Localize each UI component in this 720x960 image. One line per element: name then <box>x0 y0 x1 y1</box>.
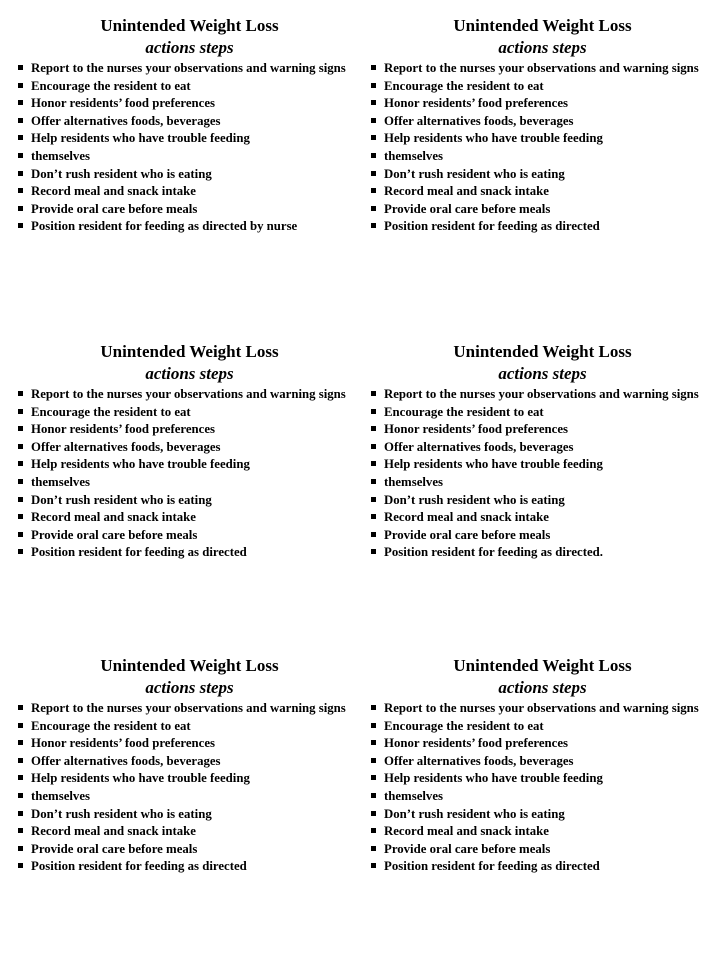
list-item <box>370 770 715 788</box>
list-item <box>17 130 362 148</box>
list-item <box>17 858 362 876</box>
list-item <box>370 218 715 236</box>
bullet-icon <box>18 409 23 414</box>
handout-card <box>370 341 715 562</box>
bullet-icon <box>371 153 376 158</box>
list-item-text: Don’t rush resident who is eating <box>384 166 565 181</box>
list-item <box>370 492 715 510</box>
list-item <box>370 753 715 771</box>
list-item <box>370 183 715 201</box>
list-item-text: Position resident for feeding as directed. <box>384 545 603 560</box>
list-item <box>17 386 362 404</box>
bullet-icon <box>18 740 23 745</box>
list-item <box>370 201 715 219</box>
list-item-text: themselves <box>31 148 90 163</box>
bullet-icon <box>371 828 376 833</box>
list-item <box>370 700 715 718</box>
handout-card <box>370 15 715 236</box>
list-item <box>17 770 362 788</box>
bullet-icon <box>371 705 376 710</box>
bullet-icon <box>18 444 23 449</box>
bullet-icon <box>371 426 376 431</box>
list-item-text: Don’t rush resident who is eating <box>31 806 212 821</box>
list-item-text: Offer alternatives foods, beverages <box>31 113 221 128</box>
card-title: Unintended Weight Loss <box>100 656 279 675</box>
list-item-text: Provide oral care before meals <box>31 527 198 542</box>
list-item <box>370 858 715 876</box>
list-item <box>17 492 362 510</box>
list-item <box>17 183 362 201</box>
list-item-text: Position resident for feeding as directed <box>384 219 600 234</box>
bullet-icon <box>18 828 23 833</box>
action-list <box>370 700 715 876</box>
list-item-text: Don’t rush resident who is eating <box>384 492 565 507</box>
card-subtitle: actions steps <box>145 38 234 57</box>
list-item-text: Provide oral care before meals <box>31 201 198 216</box>
list-item-text: Report to the nurses your observations and warning signs <box>384 387 699 401</box>
list-item-text: Offer alternatives foods, beverages <box>384 753 574 768</box>
list-item <box>17 735 362 753</box>
list-item-text: themselves <box>384 788 443 803</box>
list-item <box>17 439 362 457</box>
list-item <box>370 474 715 492</box>
list-item <box>17 700 362 718</box>
list-item-text: Encourage the resident to eat <box>31 404 191 419</box>
list-item-text: themselves <box>384 474 443 489</box>
bullet-icon <box>18 188 23 193</box>
bullet-icon <box>18 65 23 70</box>
list-item-text: Honor residents’ food preferences <box>31 422 215 437</box>
list-item-text: Record meal and snack intake <box>384 824 549 839</box>
list-item-text: Encourage the resident to eat <box>31 78 191 93</box>
list-item-text: Record meal and snack intake <box>31 824 196 839</box>
bullet-icon <box>18 793 23 798</box>
bullet-icon <box>18 775 23 780</box>
bullet-icon <box>371 409 376 414</box>
list-item-text: Report to the nurses your observations and warning signs <box>31 387 346 401</box>
bullet-icon <box>371 444 376 449</box>
handout-card <box>17 655 362 876</box>
list-item-text: Report to the nurses your observations and warning signs <box>384 701 699 715</box>
card-title: Unintended Weight Loss <box>100 16 279 35</box>
handout-card <box>17 15 362 236</box>
list-item <box>370 544 715 562</box>
list-item-text: Provide oral care before meals <box>31 841 198 856</box>
list-item-text: Offer alternatives foods, beverages <box>384 439 574 454</box>
list-item <box>17 456 362 474</box>
list-item <box>370 841 715 859</box>
bullet-icon <box>371 793 376 798</box>
list-item-text: Record meal and snack intake <box>31 510 196 525</box>
list-item-text: Encourage the resident to eat <box>384 718 544 733</box>
bullet-icon <box>371 223 376 228</box>
card-subtitle: actions steps <box>498 678 587 697</box>
bullet-icon <box>371 846 376 851</box>
card-title: Unintended Weight Loss <box>453 342 632 361</box>
list-item-text: Report to the nurses your observations and warning signs <box>384 61 699 75</box>
list-item-text: Position resident for feeding as directed <box>384 859 600 874</box>
list-item <box>17 60 362 78</box>
list-item <box>17 201 362 219</box>
list-item <box>17 421 362 439</box>
list-item-text: Encourage the resident to eat <box>31 718 191 733</box>
list-item <box>17 474 362 492</box>
list-item-text: Encourage the resident to eat <box>384 78 544 93</box>
list-item <box>17 527 362 545</box>
list-item <box>17 78 362 96</box>
bullet-icon <box>371 514 376 519</box>
handout-card <box>370 655 715 876</box>
action-list <box>17 700 362 876</box>
list-item-text: Record meal and snack intake <box>384 184 549 199</box>
bullet-icon <box>18 514 23 519</box>
list-item <box>17 788 362 806</box>
list-item <box>370 386 715 404</box>
list-item-text: Provide oral care before meals <box>384 527 551 542</box>
action-list <box>17 60 362 236</box>
list-item-text: Help residents who have trouble feeding <box>31 457 250 472</box>
list-item <box>17 218 362 236</box>
bullet-icon <box>18 153 23 158</box>
handout-card <box>17 341 362 562</box>
list-item <box>17 113 362 131</box>
bullet-icon <box>18 100 23 105</box>
action-list <box>370 60 715 236</box>
card-subtitle: actions steps <box>145 678 234 697</box>
list-item-text: Position resident for feeding as directed <box>31 545 247 560</box>
list-item-text: Offer alternatives foods, beverages <box>31 753 221 768</box>
list-item-text: Provide oral care before meals <box>384 841 551 856</box>
list-item-text: Position resident for feeding as directed by nurse <box>31 219 298 234</box>
list-item <box>370 130 715 148</box>
bullet-icon <box>371 461 376 466</box>
list-item <box>370 456 715 474</box>
bullet-icon <box>371 171 376 176</box>
list-item-text: Help residents who have trouble feeding <box>384 771 603 786</box>
bullet-icon <box>18 83 23 88</box>
list-item <box>17 841 362 859</box>
bullet-icon <box>18 549 23 554</box>
list-item-text: Help residents who have trouble feeding <box>384 457 603 472</box>
bullet-icon <box>18 206 23 211</box>
list-item-text: Help residents who have trouble feeding <box>31 771 250 786</box>
list-item-text: Don’t rush resident who is eating <box>31 166 212 181</box>
list-item-text: Position resident for feeding as directed <box>31 859 247 874</box>
bullet-icon <box>18 758 23 763</box>
bullet-icon <box>18 118 23 123</box>
bullet-icon <box>371 100 376 105</box>
bullet-icon <box>371 391 376 396</box>
action-list <box>370 386 715 562</box>
bullet-icon <box>18 391 23 396</box>
list-item <box>17 806 362 824</box>
bullet-icon <box>18 479 23 484</box>
bullet-icon <box>371 206 376 211</box>
list-item <box>370 113 715 131</box>
list-item-text: Provide oral care before meals <box>384 201 551 216</box>
bullet-icon <box>18 461 23 466</box>
list-item <box>370 735 715 753</box>
bullet-icon <box>18 171 23 176</box>
list-item <box>17 823 362 841</box>
list-item <box>17 95 362 113</box>
list-item-text: Honor residents’ food preferences <box>384 96 568 111</box>
card-title: Unintended Weight Loss <box>100 342 279 361</box>
bullet-icon <box>371 723 376 728</box>
bullet-icon <box>371 811 376 816</box>
bullet-icon <box>371 188 376 193</box>
card-title: Unintended Weight Loss <box>453 16 632 35</box>
bullet-icon <box>371 532 376 537</box>
list-item <box>17 166 362 184</box>
list-item <box>17 544 362 562</box>
bullet-icon <box>371 758 376 763</box>
card-subtitle: actions steps <box>145 364 234 383</box>
bullet-icon <box>371 135 376 140</box>
bullet-icon <box>371 65 376 70</box>
list-item-text: themselves <box>384 148 443 163</box>
bullet-icon <box>18 426 23 431</box>
bullet-icon <box>18 723 23 728</box>
list-item-text: Offer alternatives foods, beverages <box>31 439 221 454</box>
bullet-icon <box>371 740 376 745</box>
bullet-icon <box>18 135 23 140</box>
bullet-icon <box>18 705 23 710</box>
bullet-icon <box>18 811 23 816</box>
bullet-icon <box>371 83 376 88</box>
list-item <box>370 788 715 806</box>
list-item-text: themselves <box>31 474 90 489</box>
list-item <box>370 421 715 439</box>
list-item <box>370 60 715 78</box>
list-item <box>370 404 715 422</box>
bullet-icon <box>18 497 23 502</box>
card-title: Unintended Weight Loss <box>453 656 632 675</box>
list-item <box>370 823 715 841</box>
list-item <box>17 148 362 166</box>
bullet-icon <box>371 497 376 502</box>
list-item-text: themselves <box>31 788 90 803</box>
list-item-text: Honor residents’ food preferences <box>384 736 568 751</box>
bullet-icon <box>18 846 23 851</box>
list-item-text: Honor residents’ food preferences <box>384 422 568 437</box>
list-item-text: Record meal and snack intake <box>31 184 196 199</box>
bullet-icon <box>371 118 376 123</box>
list-item <box>17 753 362 771</box>
list-item <box>17 718 362 736</box>
bullet-icon <box>18 863 23 868</box>
card-subtitle: actions steps <box>498 364 587 383</box>
bullet-icon <box>371 479 376 484</box>
list-item-text: Report to the nurses your observations and warning signs <box>31 61 346 75</box>
list-item-text: Honor residents’ food preferences <box>31 736 215 751</box>
list-item-text: Record meal and snack intake <box>384 510 549 525</box>
card-subtitle: actions steps <box>498 38 587 57</box>
list-item <box>370 718 715 736</box>
list-item-text: Help residents who have trouble feeding <box>31 131 250 146</box>
list-item <box>370 95 715 113</box>
list-item <box>370 806 715 824</box>
action-list <box>17 386 362 562</box>
list-item <box>370 439 715 457</box>
list-item-text: Don’t rush resident who is eating <box>31 492 212 507</box>
list-item <box>370 78 715 96</box>
list-item <box>370 166 715 184</box>
bullet-icon <box>371 549 376 554</box>
list-item <box>17 509 362 527</box>
bullet-icon <box>371 775 376 780</box>
bullet-icon <box>18 532 23 537</box>
list-item-text: Encourage the resident to eat <box>384 404 544 419</box>
list-item <box>17 404 362 422</box>
list-item <box>370 527 715 545</box>
list-item-text: Don’t rush resident who is eating <box>384 806 565 821</box>
bullet-icon <box>371 863 376 868</box>
list-item-text: Honor residents’ food preferences <box>31 96 215 111</box>
bullet-icon <box>18 223 23 228</box>
list-item <box>370 148 715 166</box>
list-item-text: Report to the nurses your observations and warning signs <box>31 701 346 715</box>
list-item-text: Offer alternatives foods, beverages <box>384 113 574 128</box>
list-item <box>370 509 715 527</box>
list-item-text: Help residents who have trouble feeding <box>384 131 603 146</box>
